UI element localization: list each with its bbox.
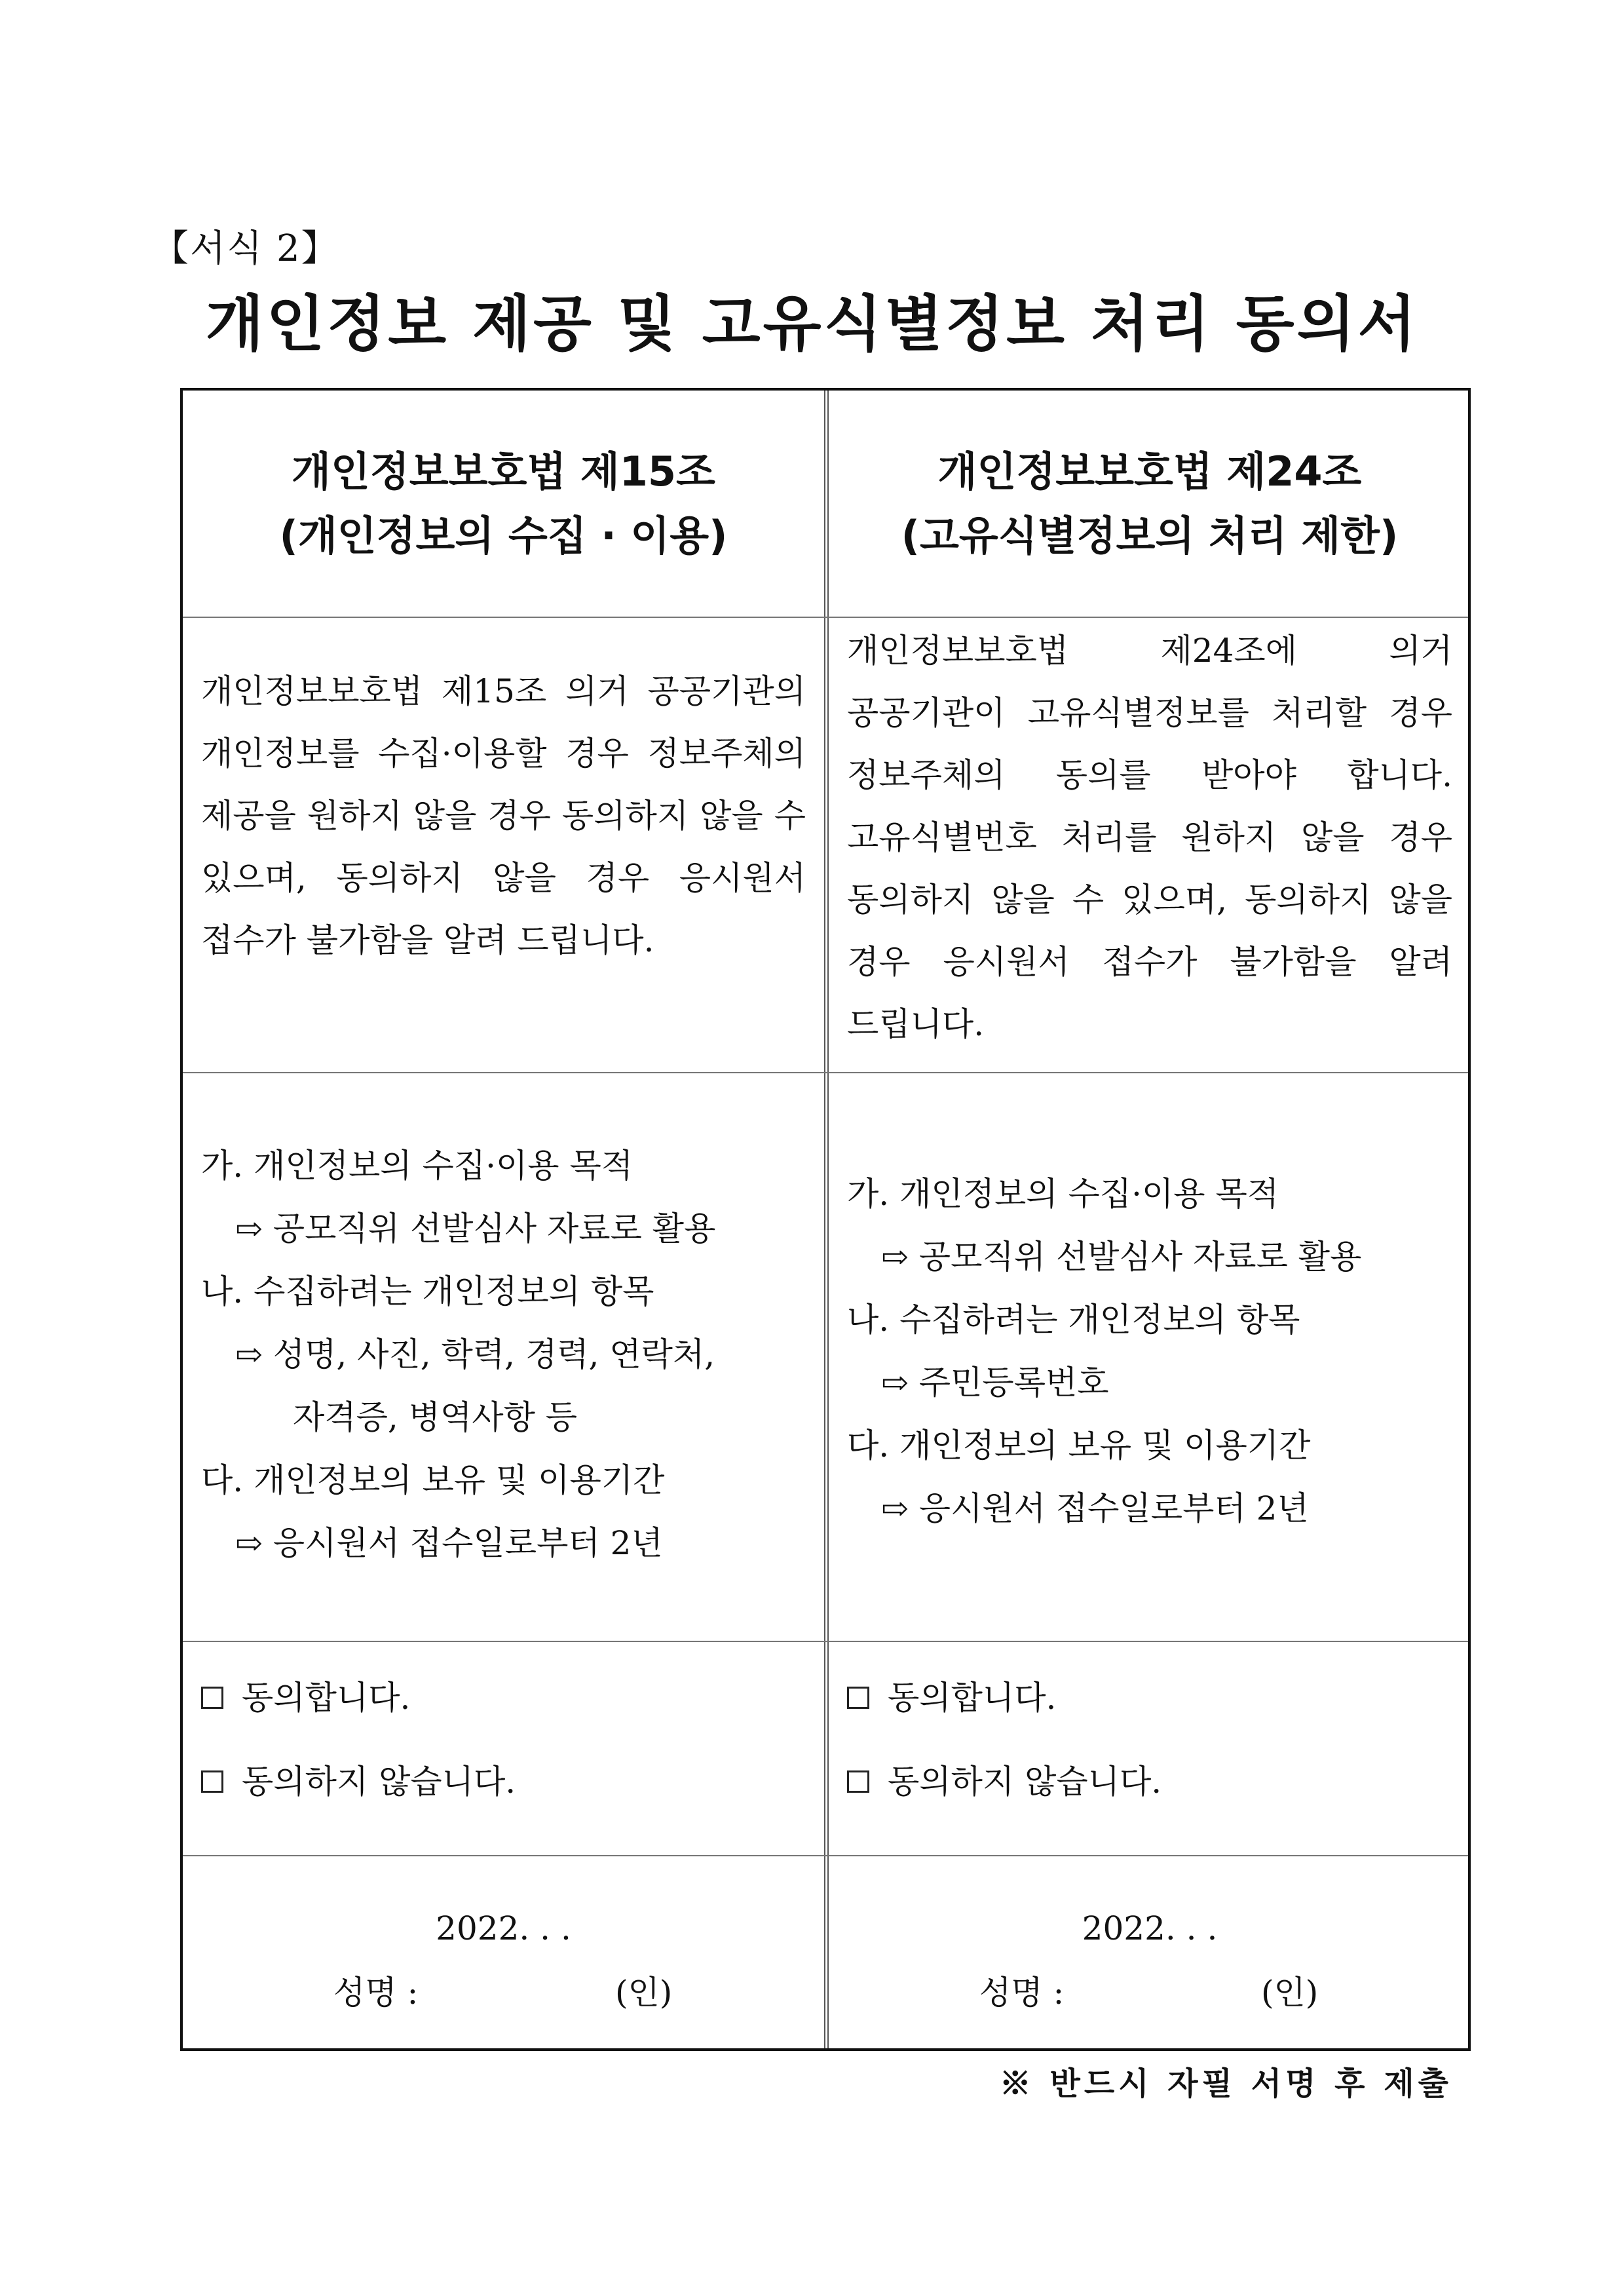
list-item-fields-detail: ⇨ 주민등록번호 (881, 1364, 1109, 1402)
right-sign-date: 2022. . . (1082, 1909, 1218, 1947)
left-sign-date: 2022. . . (436, 1909, 571, 1947)
right-disagree-label: 동의하지 않습니다. (888, 1763, 1162, 1801)
right-items (829, 1162, 1471, 1540)
right-agree-option[interactable] (847, 1675, 1452, 1721)
left-header-law: 개인정보보호법 제15조 (292, 447, 715, 495)
signature-footnote: ※ 반드시 자필 서명 후 제출 (999, 2065, 1452, 2102)
row-divider (183, 1855, 1468, 1856)
left-name-label: 성명 : (333, 1974, 419, 2012)
right-header-subject: (고유식별정보의 처리 제한) (901, 511, 1399, 560)
left-agree-label: 동의합니다. (242, 1679, 411, 1717)
right-name-label: 성명 : (979, 1974, 1065, 2012)
list-item-purpose-detail: ⇨ 공모직위 선발심사 자료로 활용 (881, 1238, 1362, 1276)
list-item-purpose: 가. 개인정보의 수집·이용 목적 (847, 1175, 1279, 1213)
right-agree-label: 동의합니다. (888, 1679, 1057, 1717)
list-item-purpose: 가. 개인정보의 수집·이용 목적 (201, 1147, 633, 1185)
right-agree-checkbox[interactable] (847, 1687, 869, 1709)
document-title: 개인정보 제공 및 고유식별정보 처리 동의서 (205, 289, 1419, 359)
left-header (183, 391, 824, 617)
row-divider (183, 1072, 1468, 1073)
form-label: 【서식 2】 (152, 227, 339, 270)
consent-table (180, 388, 1471, 2051)
list-item-fields: 나. 수집하려는 개인정보의 항목 (847, 1301, 1300, 1339)
list-item-fields-detail-cont: 자격증, 병역사항 등 (293, 1398, 578, 1436)
left-seal-mark: (인) (615, 1974, 673, 2012)
left-signature (183, 1896, 824, 2025)
left-agree-checkbox[interactable] (201, 1687, 223, 1709)
list-item-fields: 나. 수집하려는 개인정보의 항목 (201, 1272, 654, 1311)
left-consent-options (183, 1675, 824, 1843)
list-item-retention-detail: ⇨ 응시원서 접수일로부터 2년 (235, 1524, 663, 1562)
left-disagree-option[interactable] (201, 1759, 806, 1805)
right-header (829, 391, 1471, 617)
list-item-retention: 다. 개인정보의 보유 및 이용기간 (847, 1426, 1311, 1464)
list-item-retention-detail: ⇨ 응시원서 접수일로부터 2년 (881, 1489, 1309, 1527)
list-item-retention: 다. 개인정보의 보유 및 이용기간 (201, 1461, 665, 1499)
right-disagree-checkbox[interactable] (847, 1770, 869, 1793)
list-item-purpose-detail: ⇨ 공모직위 선발심사 자료로 활용 (235, 1210, 716, 1248)
left-disagree-label: 동의하지 않습니다. (242, 1763, 516, 1801)
right-disagree-option[interactable] (847, 1759, 1452, 1805)
list-item-fields-detail: ⇨ 성명, 사진, 학력, 경력, 연락처, (235, 1335, 715, 1373)
left-disagree-checkbox[interactable] (201, 1770, 223, 1793)
left-agree-option[interactable] (201, 1675, 806, 1721)
right-signature (829, 1896, 1471, 2025)
column-divider (824, 391, 829, 2048)
right-description: 개인정보보호법 제24조에 의거 공공기관이 고유식별정보를 처리할 경우 정보주체의 동의를 받아야 합니다. 고유식별번호 처리를 원하지 않을 경우 동의하지 않을 수 있으며, 동의하지 않을 경우 응시원서 접수가 불가함을 알려 드립니다. (847, 632, 1452, 1043)
left-items (183, 1134, 824, 1575)
left-header-subject: (개인정보의 수집 · 이용) (279, 511, 728, 560)
left-description: 개인정보보호법 제15조 의거 공공기관의 개인정보를 수집·이용할 경우 정보주체의 제공을 원하지 않을 경우 동의하지 않을 수 있으며, 동의하지 않을 경우 응시원서 접수가 불가함을 알려 드립니다. (201, 672, 806, 959)
right-header-law: 개인정보보호법 제24조 (937, 447, 1362, 495)
row-divider (183, 1641, 1468, 1642)
row-divider (183, 617, 1468, 618)
right-consent-options (829, 1675, 1471, 1843)
right-seal-mark: (인) (1261, 1974, 1319, 2012)
